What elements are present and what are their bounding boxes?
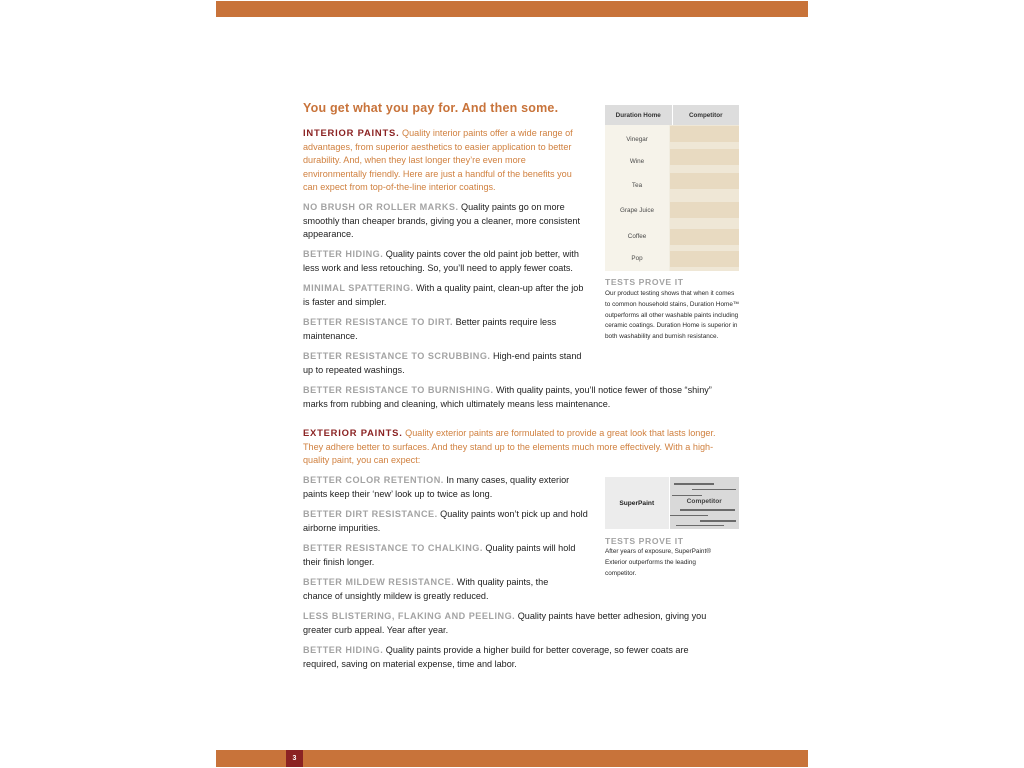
- benefit-text: Quality paints have better adhesion, giving you greater curb appeal. Year after year.: [303, 611, 707, 635]
- stain-label-tea: Tea: [631, 182, 643, 189]
- exterior-intro-paragraph: [303, 426, 728, 468]
- stain-band: [670, 173, 739, 189]
- page-number: 3: [286, 750, 303, 767]
- stain-band: [670, 251, 739, 267]
- superpaint-sample: SuperPaint: [605, 477, 669, 529]
- exterior-section-label: EXTERIOR PAINTS.: [303, 427, 403, 438]
- interior-benefit: [303, 316, 573, 343]
- benefit-label: BETTER RESISTANCE TO SCRUBBING.: [303, 351, 491, 361]
- benefit-text: Quality paints will hold their finish longer.: [303, 543, 576, 567]
- benefit-label: MINIMAL SPATTERING.: [303, 283, 414, 293]
- stain-band: [670, 229, 739, 245]
- exterior-caption-text: After years of exposure, SuperPaint® Exterior outperforms the leading competitor.: [605, 548, 711, 577]
- benefit-label: BETTER DIRT RESISTANCE.: [303, 509, 438, 519]
- exterior-benefit: [303, 474, 578, 501]
- paint-crack: [680, 509, 735, 511]
- interior-benefit: [303, 201, 593, 242]
- competitor-sample: [670, 125, 739, 271]
- duration-home-column-header: Duration Home: [605, 105, 672, 125]
- competitor-column-header: Competitor: [672, 105, 740, 125]
- stain-label-grape-juice: Grape Juice: [620, 207, 654, 214]
- exterior-benefit: [303, 644, 708, 671]
- paint-crack: [674, 483, 714, 485]
- paint-crack: [700, 520, 736, 522]
- stain-band: [670, 149, 739, 165]
- benefit-label: BETTER RESISTANCE TO DIRT.: [303, 317, 454, 327]
- benefit-label: BETTER RESISTANCE TO CHALKING.: [303, 543, 483, 553]
- stain-label-vinegar: Vinegar: [626, 136, 648, 143]
- exterior-benefit: [303, 542, 588, 569]
- benefit-text: In many cases, quality exterior paints keep their ‘new’ look up to twice as long.: [303, 475, 570, 499]
- interior-intro-text: Quality interior paints offer a wide range of advantages, from superior aesthetics to easier application to better durability. And, when they last longer they’re even more environmentally friendly. Here are just a handful of the benefits you can expect from top-of-the-line interior coatings.: [303, 128, 573, 192]
- interior-caption-title: TESTS PROVE IT: [605, 277, 684, 287]
- exterior-comparison-image: [605, 477, 739, 529]
- stain-test-table: [605, 105, 739, 271]
- benefit-text: High-end paints stand up to repeated washings.: [303, 351, 582, 375]
- benefit-text: Quality paints go on more smoothly than cheaper brands, giving you a cleaner, more consistent appearance.: [303, 202, 581, 239]
- bottom-color-bar: [216, 750, 808, 767]
- duration-home-sample: [605, 125, 669, 271]
- benefit-text: Better paints require less maintenance.: [303, 317, 557, 341]
- stain-table-header: [605, 105, 739, 125]
- page-headline: You get what you pay for. And then some.: [303, 101, 559, 115]
- stain-band: [670, 126, 739, 142]
- benefit-label: BETTER COLOR RETENTION.: [303, 475, 444, 485]
- interior-benefit: [303, 282, 588, 309]
- benefit-text: With a quality paint, clean-up after the job is faster and simpler.: [303, 283, 584, 307]
- exterior-intro-text: Quality exterior paints are formulated to provide a great look that lasts longer. They adhere better to surfaces. And they stand up to the elements much more effectively. With a high-quality paint, you can expect:: [303, 428, 716, 465]
- interior-benefit: [303, 248, 588, 275]
- competitor-weathered-sample: [670, 477, 739, 529]
- benefit-text: Quality paints cover the old paint job better, with less work and less retouching. So, you’ll need to apply fewer coats.: [303, 249, 579, 273]
- stain-label-pop: Pop: [631, 255, 643, 262]
- interior-caption-text: Our product testing shows that when it comes to common household stains, Duration Home™ outperforms all other washable paints including ceramic coatings. Duration Home is superior in both washability and burnish resistance.: [605, 290, 740, 341]
- benefit-label: NO BRUSH OR ROLLER MARKS.: [303, 202, 459, 212]
- interior-section-label: INTERIOR PAINTS.: [303, 127, 400, 138]
- benefit-label: LESS BLISTERING, FLAKING AND PEELING.: [303, 611, 516, 621]
- benefit-text: With quality paints, you’ll notice fewer of those “shiny” marks from rubbing and cleaning, which ultimately means less maintenance.: [303, 385, 712, 409]
- stain-table-body: [605, 125, 739, 271]
- paint-crack: [670, 515, 708, 516]
- paint-crack: [672, 495, 702, 496]
- benefit-text: With quality paints, the chance of unsightly mildew is greatly reduced.: [303, 577, 549, 601]
- benefit-label: BETTER HIDING.: [303, 645, 384, 655]
- interior-benefit: [303, 384, 718, 411]
- exterior-benefit: [303, 576, 573, 603]
- interior-intro-paragraph: [303, 126, 583, 195]
- exterior-benefit: [303, 610, 713, 637]
- exterior-caption-title: TESTS PROVE IT: [605, 536, 684, 546]
- benefit-label: BETTER RESISTANCE TO BURNISHING.: [303, 385, 494, 395]
- benefit-text: Quality paints provide a higher build for better coverage, so fewer coats are required, saving on material expense, time and labor.: [303, 645, 689, 669]
- stain-label-wine: Wine: [629, 158, 645, 165]
- benefit-label: BETTER MILDEW RESISTANCE.: [303, 577, 455, 587]
- stain-label-coffee: Coffee: [627, 233, 647, 240]
- benefit-label: BETTER HIDING.: [303, 249, 384, 259]
- benefit-text: Quality paints won’t pick up and hold airborne impurities.: [303, 509, 588, 533]
- competitor-sample-label: Competitor: [686, 498, 722, 505]
- stain-band: [670, 202, 739, 218]
- interior-benefit: [303, 350, 588, 377]
- paint-crack: [676, 525, 724, 526]
- exterior-benefit: [303, 508, 588, 535]
- paint-crack: [692, 489, 736, 490]
- top-color-bar: [216, 1, 808, 17]
